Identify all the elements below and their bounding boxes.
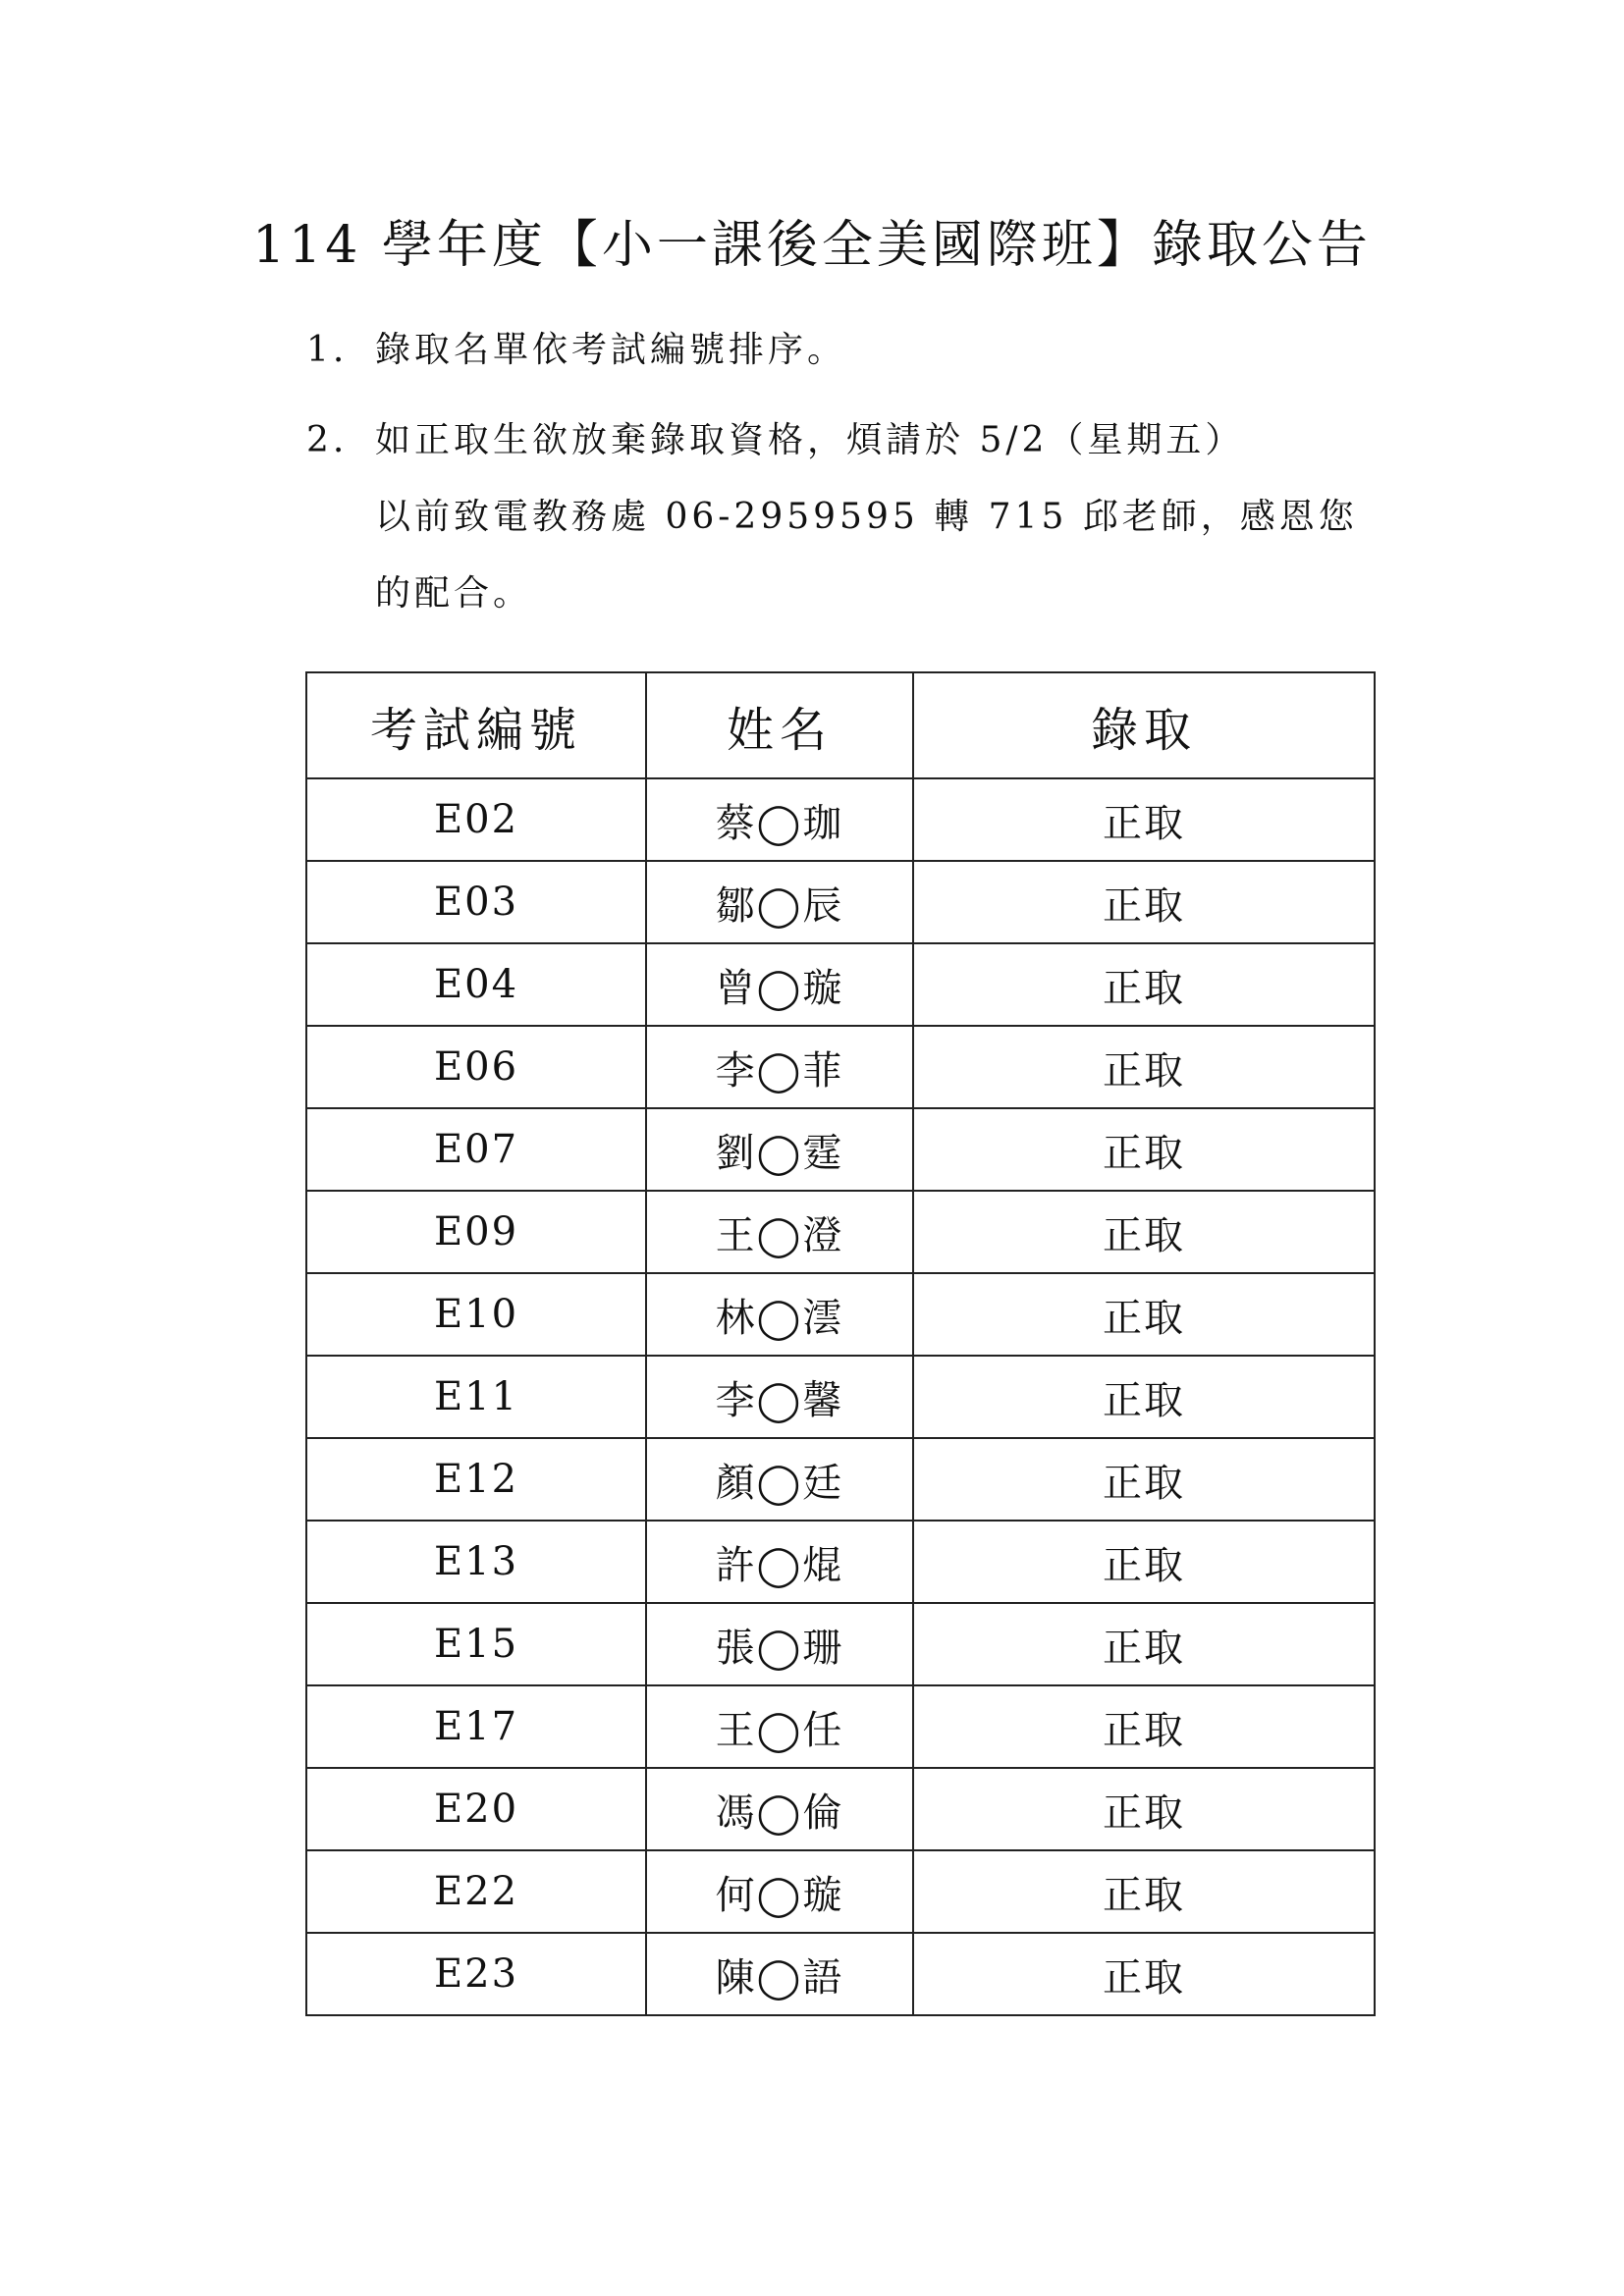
table-row bbox=[306, 1191, 1375, 1273]
exam-number-cell: E11 bbox=[306, 1356, 646, 1438]
exam-number-cell: E04 bbox=[306, 943, 646, 1026]
admission-status-cell: 正取 bbox=[913, 1191, 1375, 1273]
exam-number-cell: E09 bbox=[306, 1191, 646, 1273]
table-row bbox=[306, 1768, 1375, 1850]
student-name-cell: 許◯焜 bbox=[646, 1521, 913, 1603]
student-name-cell: 曾◯璇 bbox=[646, 943, 913, 1026]
note-line: 錄取名單依考試編號排序。 bbox=[375, 330, 847, 370]
student-name-cell: 王◯澄 bbox=[646, 1191, 913, 1273]
table-row bbox=[306, 778, 1375, 861]
student-name-cell: 蔡◯珈 bbox=[646, 778, 913, 861]
student-name-cell: 陳◯語 bbox=[646, 1933, 913, 2015]
exam-number-cell: E20 bbox=[306, 1768, 646, 1850]
note-text bbox=[375, 312, 1386, 389]
table-row bbox=[306, 1108, 1375, 1191]
student-name-cell: 顏◯廷 bbox=[646, 1438, 913, 1521]
table-row bbox=[306, 1273, 1375, 1356]
table-row bbox=[306, 1438, 1375, 1521]
student-name-cell: 林◯澐 bbox=[646, 1273, 913, 1356]
page-title: 114 學年度【小一課後全美國際班】錄取公告 bbox=[252, 216, 1372, 275]
table-header-row bbox=[306, 672, 1375, 778]
table-row bbox=[306, 1850, 1375, 1933]
notes-list bbox=[306, 312, 1386, 646]
student-name-cell: 馮◯倫 bbox=[646, 1768, 913, 1850]
table-row bbox=[306, 1026, 1375, 1108]
admission-status-cell: 正取 bbox=[913, 1850, 1375, 1933]
admission-status-cell: 正取 bbox=[913, 1933, 1375, 2015]
admission-status-cell: 正取 bbox=[913, 1603, 1375, 1685]
exam-number-cell: E12 bbox=[306, 1438, 646, 1521]
note-item bbox=[306, 402, 1386, 632]
admission-table bbox=[305, 671, 1376, 2016]
admission-status-cell: 正取 bbox=[913, 1026, 1375, 1108]
exam-number-cell: E22 bbox=[306, 1850, 646, 1933]
table-row bbox=[306, 943, 1375, 1026]
table-row bbox=[306, 1521, 1375, 1603]
header-admission: 錄取 bbox=[913, 672, 1375, 778]
note-item bbox=[306, 312, 1386, 389]
header-exam-number: 考試編號 bbox=[306, 672, 646, 778]
note-line: 的配合。 bbox=[375, 573, 533, 614]
table-row bbox=[306, 861, 1375, 943]
exam-number-cell: E02 bbox=[306, 778, 646, 861]
admission-status-cell: 正取 bbox=[913, 1273, 1375, 1356]
exam-number-cell: E03 bbox=[306, 861, 646, 943]
table-row bbox=[306, 1933, 1375, 2015]
admission-status-cell: 正取 bbox=[913, 1108, 1375, 1191]
student-name-cell: 王◯任 bbox=[646, 1685, 913, 1768]
exam-number-cell: E10 bbox=[306, 1273, 646, 1356]
admission-status-cell: 正取 bbox=[913, 1356, 1375, 1438]
admission-status-cell: 正取 bbox=[913, 1768, 1375, 1850]
note-number: 1. bbox=[306, 330, 349, 370]
exam-number-cell: E23 bbox=[306, 1933, 646, 2015]
note-line: 如正取生欲放棄錄取資格，煩請於 5/2（星期五） bbox=[375, 420, 1245, 460]
exam-number-cell: E07 bbox=[306, 1108, 646, 1191]
admission-status-cell: 正取 bbox=[913, 1685, 1375, 1768]
student-name-cell: 張◯珊 bbox=[646, 1603, 913, 1685]
note-text bbox=[375, 402, 1386, 632]
table-row bbox=[306, 1603, 1375, 1685]
student-name-cell: 李◯馨 bbox=[646, 1356, 913, 1438]
admission-status-cell: 正取 bbox=[913, 1521, 1375, 1603]
table-row bbox=[306, 1685, 1375, 1768]
note-line: 以前致電教務處 06-2959595 轉 715 邱老師，感恩您 bbox=[375, 497, 1358, 537]
table-row bbox=[306, 1356, 1375, 1438]
table-body bbox=[306, 778, 1375, 2015]
exam-number-cell: E15 bbox=[306, 1603, 646, 1685]
admission-status-cell: 正取 bbox=[913, 943, 1375, 1026]
admission-status-cell: 正取 bbox=[913, 861, 1375, 943]
admission-status-cell: 正取 bbox=[913, 778, 1375, 861]
header-name: 姓名 bbox=[646, 672, 913, 778]
exam-number-cell: E13 bbox=[306, 1521, 646, 1603]
student-name-cell: 劉◯霆 bbox=[646, 1108, 913, 1191]
admission-status-cell: 正取 bbox=[913, 1438, 1375, 1521]
student-name-cell: 何◯璇 bbox=[646, 1850, 913, 1933]
student-name-cell: 鄒◯辰 bbox=[646, 861, 913, 943]
exam-number-cell: E17 bbox=[306, 1685, 646, 1768]
exam-number-cell: E06 bbox=[306, 1026, 646, 1108]
student-name-cell: 李◯菲 bbox=[646, 1026, 913, 1108]
note-number: 2. bbox=[306, 420, 349, 460]
